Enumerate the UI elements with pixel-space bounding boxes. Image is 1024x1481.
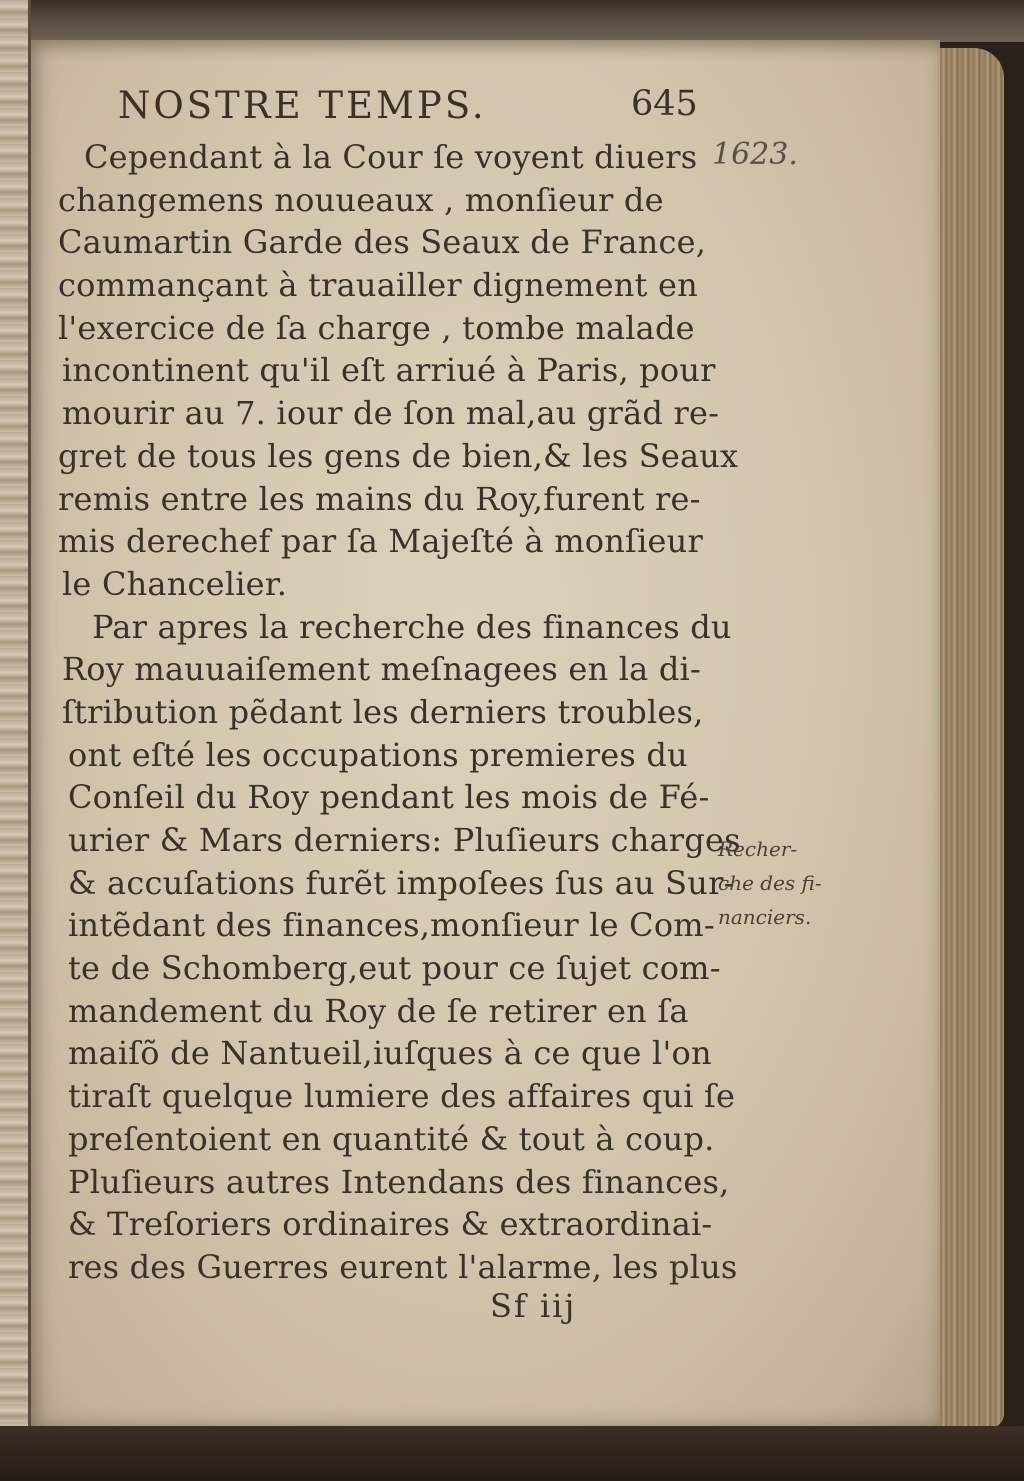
- book-top-edge: [0, 0, 1024, 42]
- text-line: mis derechef par ſa Majeſté à monſieur: [58, 522, 703, 561]
- sidenote-line: Recher-: [718, 837, 798, 861]
- text-line: mourir au 7. iour de ſon mal,au grãd re-: [62, 394, 720, 433]
- text-line: res des Guerres eurent l'alarme, les plus: [68, 1247, 738, 1286]
- text-line: remis entre les mains du Roy,furent re-: [58, 479, 701, 518]
- sidenote-line: che des fi-: [718, 871, 822, 895]
- sidenote-line: nanciers.: [718, 905, 812, 929]
- text-line: preſentoient en quantité & tout à coup.: [68, 1119, 715, 1158]
- text-line: Cependant à la Cour ſe voyent diuers: [84, 138, 698, 176]
- margin-year: 1623.: [712, 137, 798, 172]
- text-line: Pluſieurs autres Intendans des finances,: [68, 1162, 730, 1201]
- text-line: urier & Mars derniers: Pluſieurs charges: [68, 821, 741, 859]
- text-line: ſtribution pẽdant les derniers troubles,: [62, 692, 704, 731]
- text-line: maiſõ de Nantueil,iuſques à ce que l'on: [68, 1034, 712, 1073]
- text-line: incontinent qu'il eſt arriué à Paris, pour: [62, 351, 716, 390]
- text-line: tiraſt quelque lumiere des affaires qui ſe: [68, 1077, 736, 1116]
- text-line: & Treſoriers ordinaires & extraordinai-: [68, 1205, 713, 1244]
- book-gutter-edge: [0, 0, 31, 1481]
- page-number: 645: [631, 84, 698, 124]
- text-line: mandement du Roy de ſe retirer en ſa: [68, 991, 689, 1030]
- text-line: Caumartin Garde des Seaux de France,: [58, 223, 707, 262]
- running-title: NOSTRE TEMPS.: [118, 84, 487, 127]
- text-line: Conſeil du Roy pendant les mois de Fé-: [68, 778, 710, 817]
- text-line: changemens nouueaux , monſieur de: [58, 180, 664, 219]
- text-line: gret de tous les gens de bien,& les Seaux: [58, 436, 739, 475]
- text-line: ont eſté les occupations premieres du: [68, 735, 688, 774]
- text-line: Par apres la recherche des finances du: [92, 607, 732, 646]
- text-line: intẽdant des finances,monſieur le Com-: [68, 906, 715, 945]
- text-line: le Chancelier.: [62, 564, 288, 603]
- book-bottom-edge: [0, 1426, 1024, 1481]
- signature-mark: Sf iij: [490, 1287, 577, 1325]
- text-line: & accuſations furẽt impoſees ſus au Sur-: [68, 863, 735, 902]
- page-header: [118, 84, 718, 134]
- body-text: [58, 136, 741, 1289]
- text-line: commançant à trauailler dignement en: [58, 266, 698, 305]
- text-line: l'exercice de ſa charge , tombe malade: [58, 308, 695, 347]
- text-line: Roy mauuaiſement meſnagees en la di-: [62, 650, 701, 689]
- margin-sidenote: [718, 832, 868, 934]
- text-line: te de Schomberg,eut pour ce ſujet com-: [68, 949, 721, 988]
